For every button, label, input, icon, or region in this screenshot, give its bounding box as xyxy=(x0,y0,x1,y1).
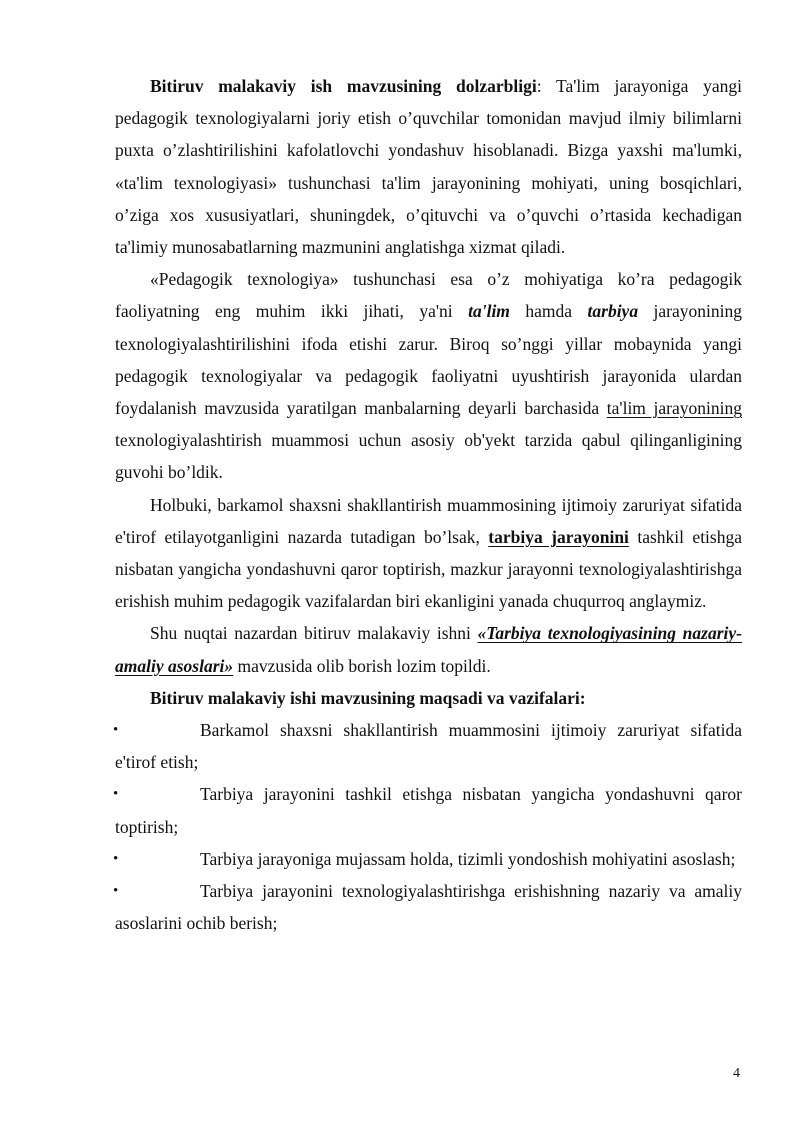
emphasis-talim: ta'lim xyxy=(468,301,510,322)
bullet-icon: • xyxy=(113,850,119,867)
bullet-icon: • xyxy=(113,786,119,803)
emphasis-tarbiya: tarbiya xyxy=(587,301,639,322)
para2-text-3: jarayonining texnologiyalashtirilishini ifoda etishi zarur. Biroq so’nggi yillar mobaynida yangi pedagogik texnologiyalar va pedagogik faoliyatni uyushtirish jarayonida ulardan foydalanish mavzusida yaratilgan manbalarning deyarli barchasida xyxy=(115,301,742,419)
list-item xyxy=(115,714,742,778)
paragraph-topic xyxy=(115,617,742,681)
list-item-text: Barkamol shaxsni shakllantirish muammosini ijtimoiy zaruriyat sifatida e'tirof etish; xyxy=(115,720,742,773)
relevance-text: Ta'lim jarayoniga yangi pedagogik texnologiyalarni joriy etish o’quvchilar tomonidan mavjud ilmiy bilimlarni puxta o’zlashtirilishini kafolatlovchi yondashuv hisoblanadi. Bizga yaxshi ma'lumki, «ta'lim texnologiyasi» tushunchasi ta'lim jarayonining mohiyati, uning bosqichlari, o’ziga xos xususiyatlari, shuningdek, o’qituvchi va o’quvchi o’rtasida kechadigan ta'limiy munosabatlarning mazmunini anglatishga xizmat qiladi. xyxy=(115,76,742,258)
list-item-text: Tarbiya jarayoniga mujassam holda, tizimli yondoshish mohiyatini asoslash; xyxy=(200,848,736,869)
list-item xyxy=(115,778,742,842)
list-item xyxy=(115,843,742,875)
paragraph-pedagogical-technology xyxy=(115,263,742,488)
bullet-icon: • xyxy=(113,722,119,739)
paragraph-holbuki xyxy=(115,489,742,618)
para4-text-1: Shu nuqtai nazardan bitiruv malakaviy ishni xyxy=(150,623,478,644)
relevance-colon: : xyxy=(536,76,542,96)
para2-text-4: texnologiyalashtirish muammosi uchun asosiy ob'yekt tarzida qabul qilinganligining guvohi bo’ldik. xyxy=(115,430,742,483)
page-number: 4 xyxy=(733,1066,740,1081)
para3-text-1: Holbuki, barkamol shaxsni shakllantirish muammosining ijtimoiy zaruriyat sifatida e'tirof etilayotganligini nazarda tutadigan bo’lsak, xyxy=(115,494,742,547)
list-item xyxy=(115,875,742,939)
underlined-talim-jarayonining: ta'lim jarayonining xyxy=(606,398,742,419)
relevance-title: Bitiruv malakaviy ish mavzusining dolzarbligi xyxy=(150,76,537,96)
list-item-text: Tarbiya jarayonini texnologiyalashtirishga erishishning nazariy va amaliy asoslarini ochib berish; xyxy=(115,881,742,934)
topic-title: «Tarbiya texnologiyasining nazariy-amaliy asoslari» xyxy=(115,623,742,676)
goals-heading: Bitiruv malakaviy ishi mavzusining maqsadi va vazifalari: xyxy=(150,687,586,708)
paragraph-relevance xyxy=(115,70,742,263)
document-page xyxy=(115,70,742,939)
para2-text-2: hamda xyxy=(509,301,588,322)
para4-text-2: mavzusida olib borish lozim topildi. xyxy=(233,655,491,676)
para2-text-1: «Pedagogik texnologiya» tushunchasi esa o’z mohiyatiga ko’ra pedagogik faoliyatning eng muhim ikki jihati, ya'ni xyxy=(115,269,742,322)
para3-text-2: tashkil etishga nisbatan yangicha yondashuvni qaror toptirish, mazkur jarayonni texnologiyalashtirishga erishish muhim pedagogik vazifalardan biri ekanligini yanada chuqurroq anglaymiz. xyxy=(115,526,742,612)
list-item-text: Tarbiya jarayonini tashkil etishga nisbatan yangicha yondashuvni qaror toptirish; xyxy=(115,784,742,837)
emphasis-tarbiya-jarayonini: tarbiya jarayonini xyxy=(488,526,629,547)
bullet-icon: • xyxy=(113,883,119,900)
